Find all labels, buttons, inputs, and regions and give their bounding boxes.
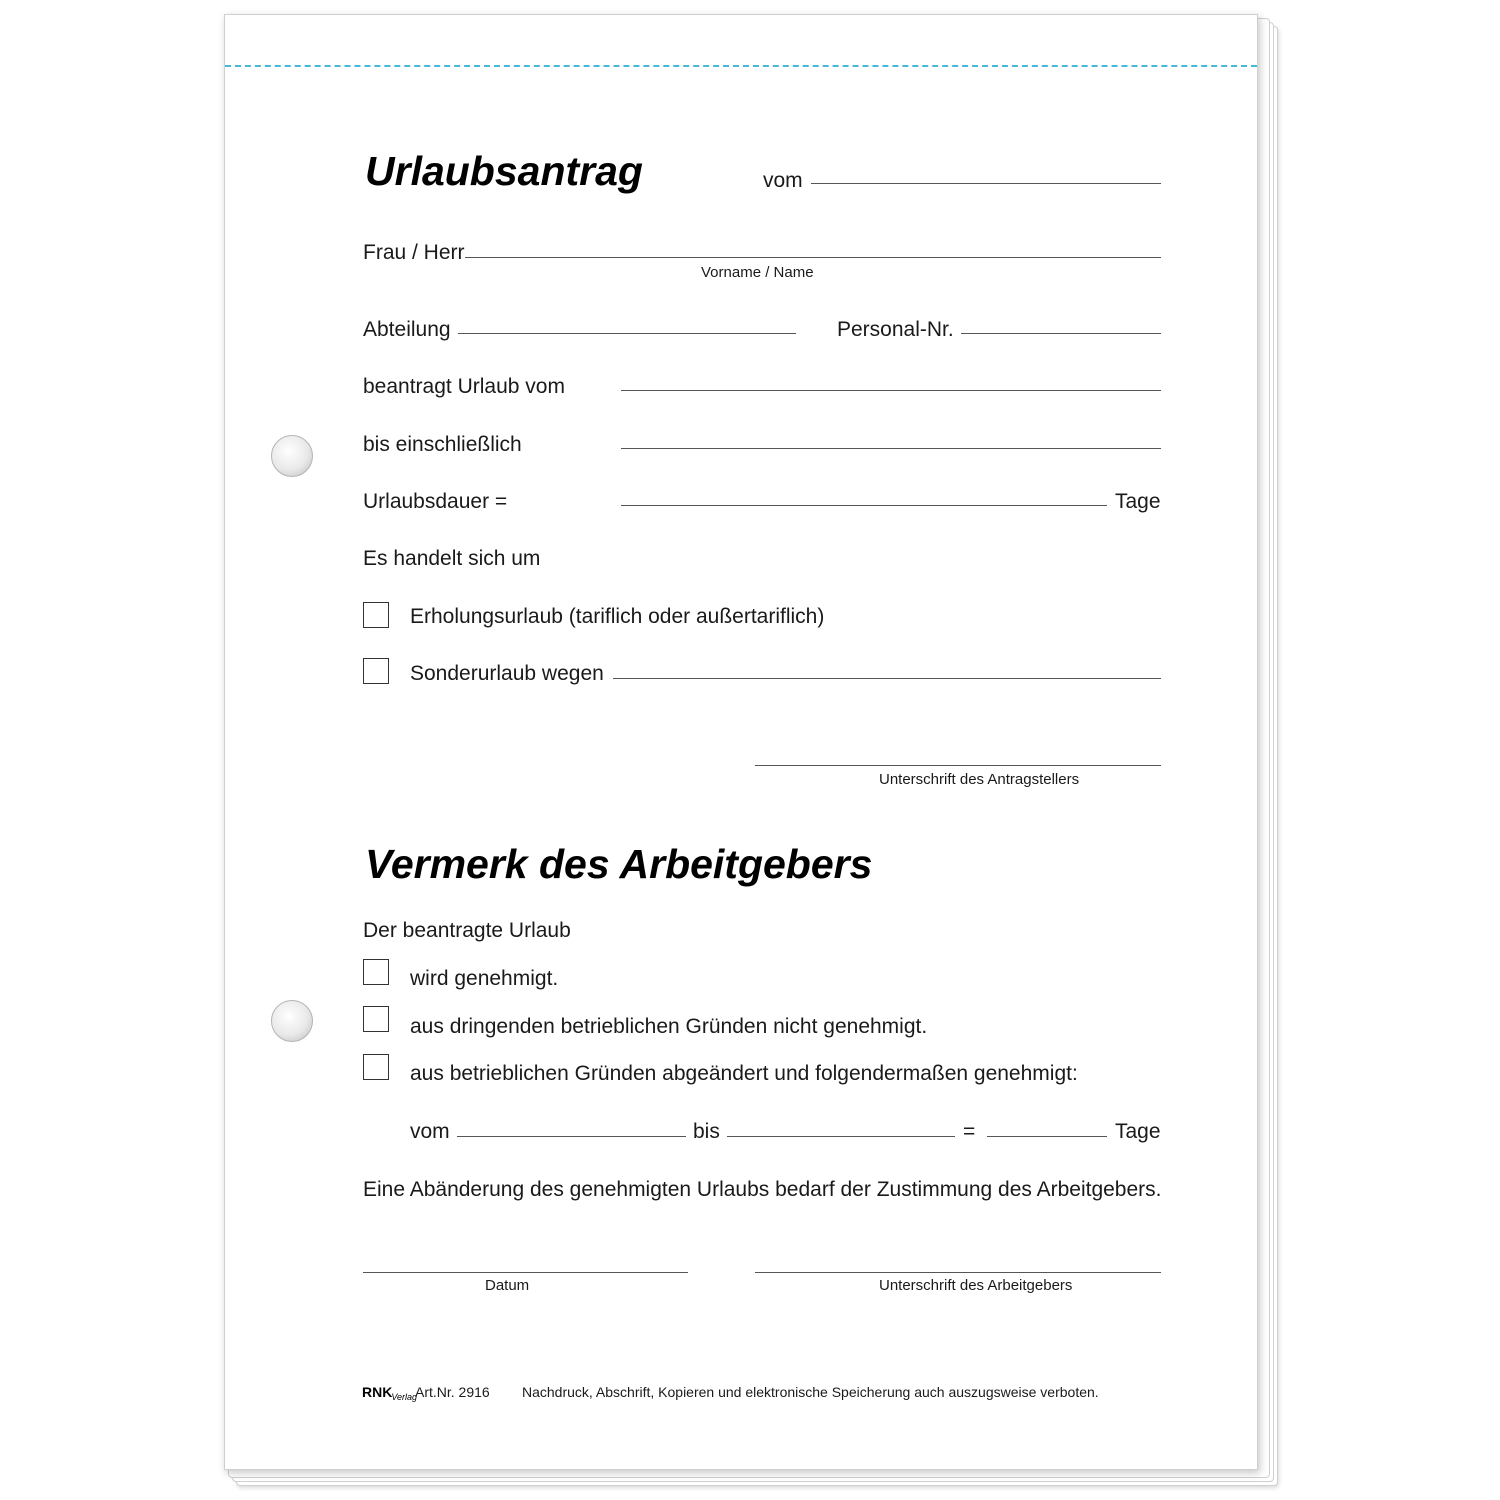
modified-checkbox[interactable]	[363, 1054, 389, 1080]
type-intro: Es handelt sich um	[363, 547, 541, 570]
modified-to-label: bis	[693, 1120, 720, 1143]
name-label: Frau / Herr	[363, 241, 465, 264]
form-title: Urlaubsantrag	[365, 148, 643, 194]
applicant-signature-caption: Unterschrift des Antragstellers	[879, 771, 1080, 788]
special-leave-label: Sonderurlaub wegen	[410, 662, 604, 685]
punch-hole-icon	[271, 435, 313, 477]
approved-checkbox[interactable]	[363, 959, 389, 985]
special-leave-reason-field[interactable]	[613, 678, 1161, 679]
denied-label: aus dringenden betrieblichen Gründen nicht genehmigt.	[410, 1015, 928, 1038]
duration-field[interactable]	[621, 505, 1107, 506]
applicant-signature-field[interactable]	[755, 765, 1161, 766]
date-field[interactable]	[811, 183, 1161, 184]
employer-signature-caption: Unterschrift des Arbeitgebers	[879, 1277, 1073, 1294]
department-label: Abteilung	[363, 318, 451, 341]
name-caption: Vorname / Name	[701, 264, 814, 281]
modified-to-field[interactable]	[727, 1136, 955, 1137]
modified-equals-label: =	[963, 1120, 976, 1143]
recreation-leave-label: Erholungsurlaub (tariflich oder außertariflich)	[410, 605, 825, 628]
personnel-number-label: Personal-Nr.	[837, 318, 954, 341]
punch-hole-icon	[271, 1000, 313, 1042]
recreation-leave-checkbox[interactable]	[363, 602, 389, 628]
department-field[interactable]	[458, 333, 796, 334]
until-label: bis einschließlich	[363, 433, 522, 456]
request-from-label: beantragt Urlaub vom	[363, 375, 565, 398]
modified-days-label: Tage	[1115, 1120, 1161, 1143]
approved-label: wird genehmigt.	[410, 967, 559, 990]
copyright-notice: Nachdruck, Abschrift, Kopieren und elektronische Speicherung auch auszugsweise verboten.	[522, 1384, 1099, 1400]
employer-signature-field[interactable]	[755, 1272, 1161, 1273]
publisher-logo	[362, 1384, 418, 1402]
form-sheet	[224, 14, 1258, 1470]
publisher-logo-sub: Verlag	[391, 1392, 418, 1402]
personnel-number-field[interactable]	[961, 333, 1161, 334]
request-from-field[interactable]	[621, 390, 1161, 391]
employer-section-title: Vermerk des Arbeitgebers	[365, 841, 873, 887]
article-number: Art.Nr. 2916	[415, 1384, 490, 1400]
modified-label: aus betrieblichen Gründen abgeändert und folgendermaßen genehmigt:	[410, 1062, 1078, 1085]
modified-from-field[interactable]	[457, 1136, 686, 1137]
name-field[interactable]	[465, 257, 1161, 258]
publisher-logo-text: RNK	[362, 1384, 393, 1400]
change-notice: Eine Abänderung des genehmigten Urlaubs bedarf der Zustimmung des Arbeitgebers.	[363, 1178, 1162, 1201]
duration-label: Urlaubsdauer =	[363, 490, 508, 513]
date-signature-field[interactable]	[363, 1272, 688, 1273]
perforation-line	[225, 65, 1257, 67]
date-label: vom	[763, 169, 803, 192]
duration-days-label: Tage	[1115, 490, 1161, 513]
special-leave-checkbox[interactable]	[363, 658, 389, 684]
denied-checkbox[interactable]	[363, 1006, 389, 1032]
modified-days-field[interactable]	[987, 1136, 1107, 1137]
until-field[interactable]	[621, 448, 1161, 449]
modified-from-label: vom	[410, 1120, 450, 1143]
employer-intro: Der beantragte Urlaub	[363, 919, 571, 942]
date-caption: Datum	[485, 1277, 530, 1294]
